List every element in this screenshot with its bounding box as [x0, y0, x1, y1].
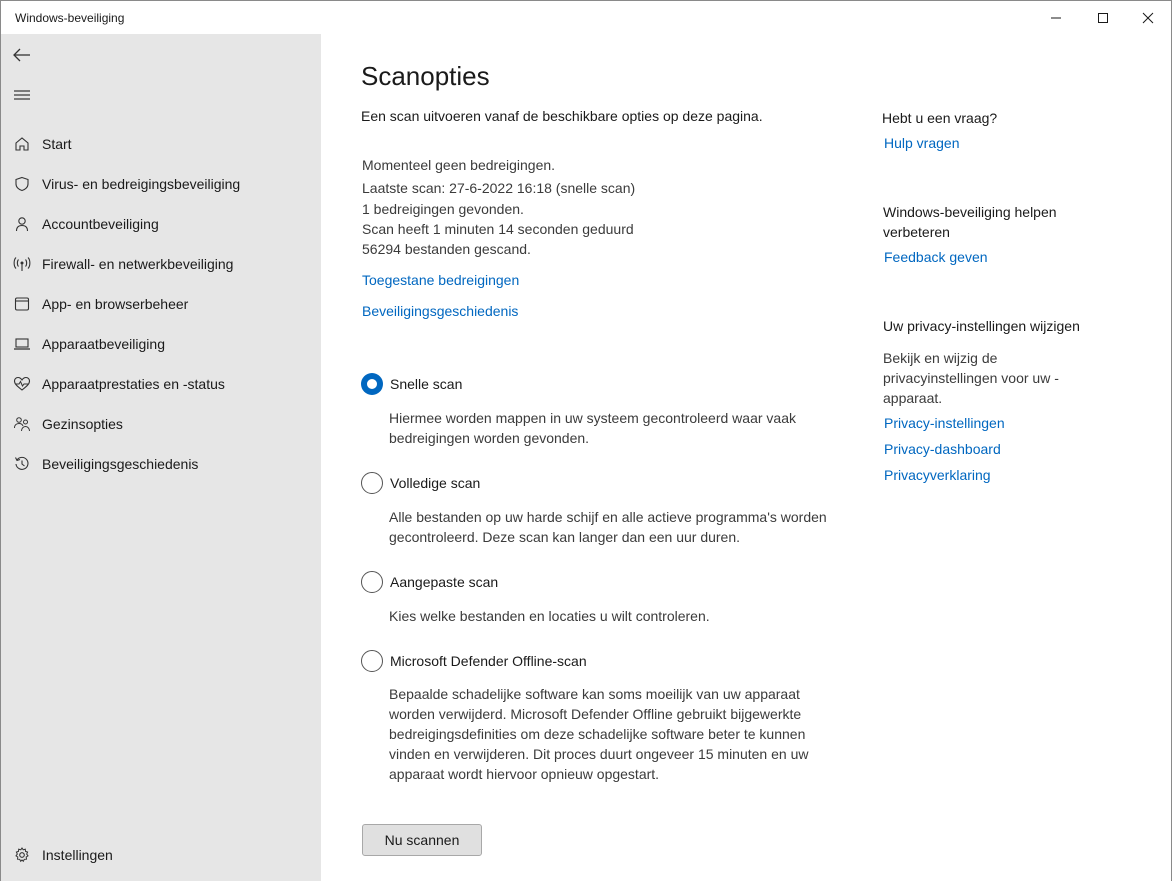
hamburger-icon	[14, 89, 30, 101]
allowed-threats-link[interactable]: Toegestane bedreigingen	[362, 272, 520, 288]
scan-now-button[interactable]: Nu scannen	[362, 824, 482, 856]
sidebar-item-label: Start	[42, 136, 72, 152]
sidebar-item-label: Gezinsopties	[42, 416, 123, 432]
sidebar-item-label: Apparaatprestaties en -status	[42, 376, 225, 392]
sidebar-item-firewall[interactable]	[1, 245, 321, 281]
status-threats-found: 1 bedreigingen gevonden.	[362, 201, 524, 217]
quick-scan-radio[interactable]	[361, 373, 383, 395]
main-content	[321, 34, 1171, 881]
custom-scan-label[interactable]: Aangepaste scan	[390, 574, 499, 590]
full-scan-radio[interactable]	[361, 472, 383, 494]
page-title: Scanopties	[361, 61, 490, 91]
minimize-button[interactable]	[1033, 1, 1079, 34]
feedback-link[interactable]: Feedback geven	[884, 249, 988, 265]
hamburger-menu-button[interactable]	[9, 82, 35, 108]
window-title: Windows-beveiliging	[15, 11, 125, 25]
privacy-heading: Uw privacy-instellingen wijzigen	[883, 318, 1080, 334]
sidebar-item-label: Instellingen	[42, 847, 113, 863]
custom-scan-radio[interactable]	[361, 571, 383, 593]
close-button[interactable]	[1125, 1, 1171, 34]
status-files-scanned: 56294 bestanden gescand.	[362, 241, 531, 257]
back-button[interactable]	[9, 42, 35, 68]
back-arrow-icon	[13, 48, 31, 62]
quick-scan-label[interactable]: Snelle scan	[390, 376, 463, 392]
sidebar-item-settings[interactable]	[1, 836, 321, 872]
sidebar-item-family-options[interactable]	[1, 405, 321, 441]
sidebar-item-label: Apparaatbeveiliging	[42, 336, 165, 352]
full-scan-description: Alle bestanden op uw harde schijf en alle actieve programma's worden gecontroleerd. Deze scan kan langer dan een uur duren.	[389, 509, 827, 545]
laptop-icon	[13, 335, 31, 353]
privacy-dashboard-link[interactable]: Privacy-dashboard	[884, 441, 1001, 457]
antenna-icon	[13, 255, 31, 273]
gear-icon	[13, 846, 31, 864]
maximize-icon	[1097, 12, 1109, 24]
sidebar-item-device-performance[interactable]	[1, 365, 321, 401]
sidebar-item-device-security[interactable]	[1, 325, 321, 361]
sidebar-item-protection-history[interactable]	[1, 445, 321, 481]
sidebar-item-account-protection[interactable]	[1, 205, 321, 241]
status-scan-duration: Scan heeft 1 minuten 14 seconden geduurd	[362, 221, 634, 237]
heart-pulse-icon	[13, 375, 31, 393]
shield-icon	[13, 175, 31, 193]
close-icon	[1142, 12, 1154, 24]
app-window-icon	[13, 295, 31, 313]
privacy-statement-link[interactable]: Privacyverklaring	[884, 467, 991, 483]
offline-scan-description: Bepaalde schadelijke software kan soms moeilijk van uw apparaat worden verwijderd. Microsoft Defender Offline gebruikt bijgewerkte bedreigingsdefinities om deze schadelijke software beter te kunnen vinden en verwijderen. Dit proces duurt ongeveer 15 minuten en uw apparaat wordt hiervoor opnieuw opgestart.	[389, 686, 809, 782]
help-link[interactable]: Hulp vragen	[884, 135, 960, 151]
sidebar-item-label: Beveiligingsgeschiedenis	[42, 456, 199, 472]
maximize-button[interactable]	[1080, 1, 1126, 34]
question-heading: Hebt u een vraag?	[882, 110, 998, 126]
privacy-settings-link[interactable]: Privacy-instellingen	[884, 415, 1005, 431]
sidebar-item-label: App- en browserbeheer	[42, 296, 189, 312]
minimize-icon	[1050, 12, 1062, 24]
page-description: Een scan uitvoeren vanaf de beschikbare opties op deze pagina.	[361, 108, 763, 124]
history-icon	[13, 455, 31, 473]
family-icon	[13, 415, 31, 433]
offline-scan-label[interactable]: Microsoft Defender Offline-scan	[390, 653, 587, 669]
sidebar	[1, 34, 321, 881]
sidebar-item-label: Virus- en bedreigingsbeveiliging	[42, 176, 241, 192]
sidebar-item-virus-protection[interactable]	[1, 165, 321, 201]
privacy-text: Bekijk en wijzig de privacyinstellingen voor uw - apparaat.	[883, 350, 1059, 406]
quick-scan-description: Hiermee worden mappen in uw systeem gecontroleerd waar vaak bedreigingen worden gevonden.	[389, 410, 796, 446]
offline-scan-radio[interactable]	[361, 650, 383, 672]
person-icon	[13, 215, 31, 233]
title-bar	[1, 1, 1171, 34]
improve-heading: Windows-beveiliging helpen verbeteren	[883, 204, 1057, 240]
custom-scan-description: Kies welke bestanden en locaties u wilt controleren.	[389, 608, 710, 624]
status-last-scan: Laatste scan: 27-6-2022 16:18 (snelle scan)	[362, 180, 636, 196]
full-scan-label[interactable]: Volledige scan	[390, 475, 481, 491]
status-no-threats: Momenteel geen bedreigingen.	[362, 157, 556, 173]
sidebar-item-app-browser[interactable]	[1, 285, 321, 321]
sidebar-item-label: Accountbeveiliging	[42, 216, 159, 232]
sidebar-item-label: Firewall- en netwerkbeveiliging	[42, 256, 234, 272]
protection-history-link[interactable]: Beveiligingsgeschiedenis	[362, 303, 519, 319]
sidebar-item-start[interactable]	[1, 125, 321, 161]
home-icon	[13, 135, 31, 153]
